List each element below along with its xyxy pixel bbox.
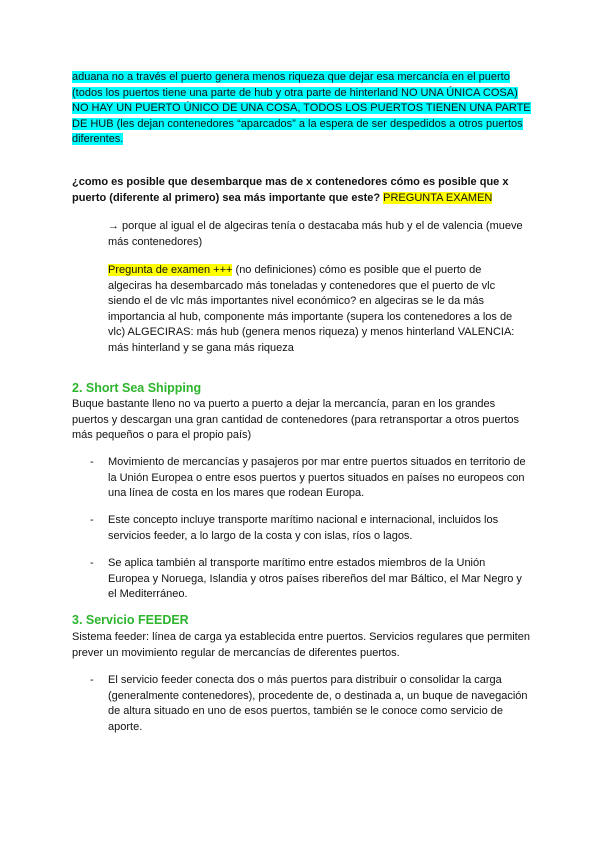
exam-question-text: ¿como es posible que desembarque mas de x contenedores cómo es posible que x puerto (diferente al primero) sea más importante que este? (72, 176, 509, 204)
bullet-marker: - (90, 514, 94, 526)
bullet-marker: - (90, 674, 94, 686)
exam-question-tag: PREGUNTA EXAMEN (383, 191, 493, 204)
section-2-intro: Buque bastante lleno no va puerto a puerto a dejar la mercancía, paran en los grandes puertos y descargan una gran cantidad de contenedores (para retransportar a otros puertos más pequeños o para el propio país) (72, 398, 519, 441)
section-3-intro: Sistema feeder: línea de carga ya establecida entre puertos. Servicios regulares que permiten prever un movimiento regular de mercancías de diferentes puertos. (72, 631, 530, 659)
bullet-text: Este concepto incluye transporte marítimo nacional e internacional, incluidos los servicios feeder, a lo largo de la costa y con islas, ríos o lagos. (108, 514, 499, 542)
bullet-marker: - (90, 456, 94, 468)
bullet-marker: - (90, 557, 94, 569)
bullet-text: Movimiento de mercancías y pasajeros por mar entre puertos situados en territorio de la Unión Europea o entre esos puertos y puertos situados en países no europeos con una línea de costa en los mares que rodean Europa. (108, 456, 526, 499)
exam-question-detail-text: (no definiciones) cómo es posible que el puerto de algeciras ha desembarcado más toneladas y contenedores que el puerto de vlc siendo el de vlc más importantes nivel económico? en algeciras se le da más importancia al hub, componente más importante (supera los contenedores a los de vlc) ALGECIRAS: más hub (genera menos riqueza) y menos hinterland VALENCIA: más hinterland y se gana más riqueza (108, 264, 515, 354)
section-3-heading: 3. Servicio FEEDER (72, 613, 189, 627)
bullet-text: Se aplica también al transporte marítimo entre estados miembros de la Unión Europea y Noruega, Islandia y otros países ribereños del mar Báltico, el Mar Negro y el Mediterráneo. (108, 557, 522, 600)
intro-highlight: aduana no a través el puerto genera menos riqueza que dejar esa mercancía en el puerto (todos los puertos tiene una parte de hub y otra parte de hinterland NO UNA ÚNICA COSA) NO HAY UN PUERTO ÚNICO DE UNA COSA, TODOS LOS PUERTOS TIENEN UNA PARTE DE HUB (les dejan contenedores “aparcados” a la espera de ser despedidos a otros puertos diferentes. (72, 71, 531, 145)
answer-algeciras-valencia: → porque al igual el de algeciras tenía o destacaba más hub y el de valencia (mueve más contenedores) (108, 220, 523, 248)
exam-question-detail-tag: Pregunta de examen +++ (108, 264, 233, 276)
section-2-heading: 2. Short Sea Shipping (72, 381, 202, 395)
intro-paragraph (72, 70, 532, 148)
exam-question-detail (108, 263, 528, 356)
exam-question (72, 175, 532, 206)
bullet-text: El servicio feeder conecta dos o más puertos para distribuir o consolidar la carga (generalmente contenedores), procedente de, o destinada a, un buque de navegación de altura situado en uno de esos puertos, también se le conoce como servicio de aporte. (108, 674, 528, 733)
